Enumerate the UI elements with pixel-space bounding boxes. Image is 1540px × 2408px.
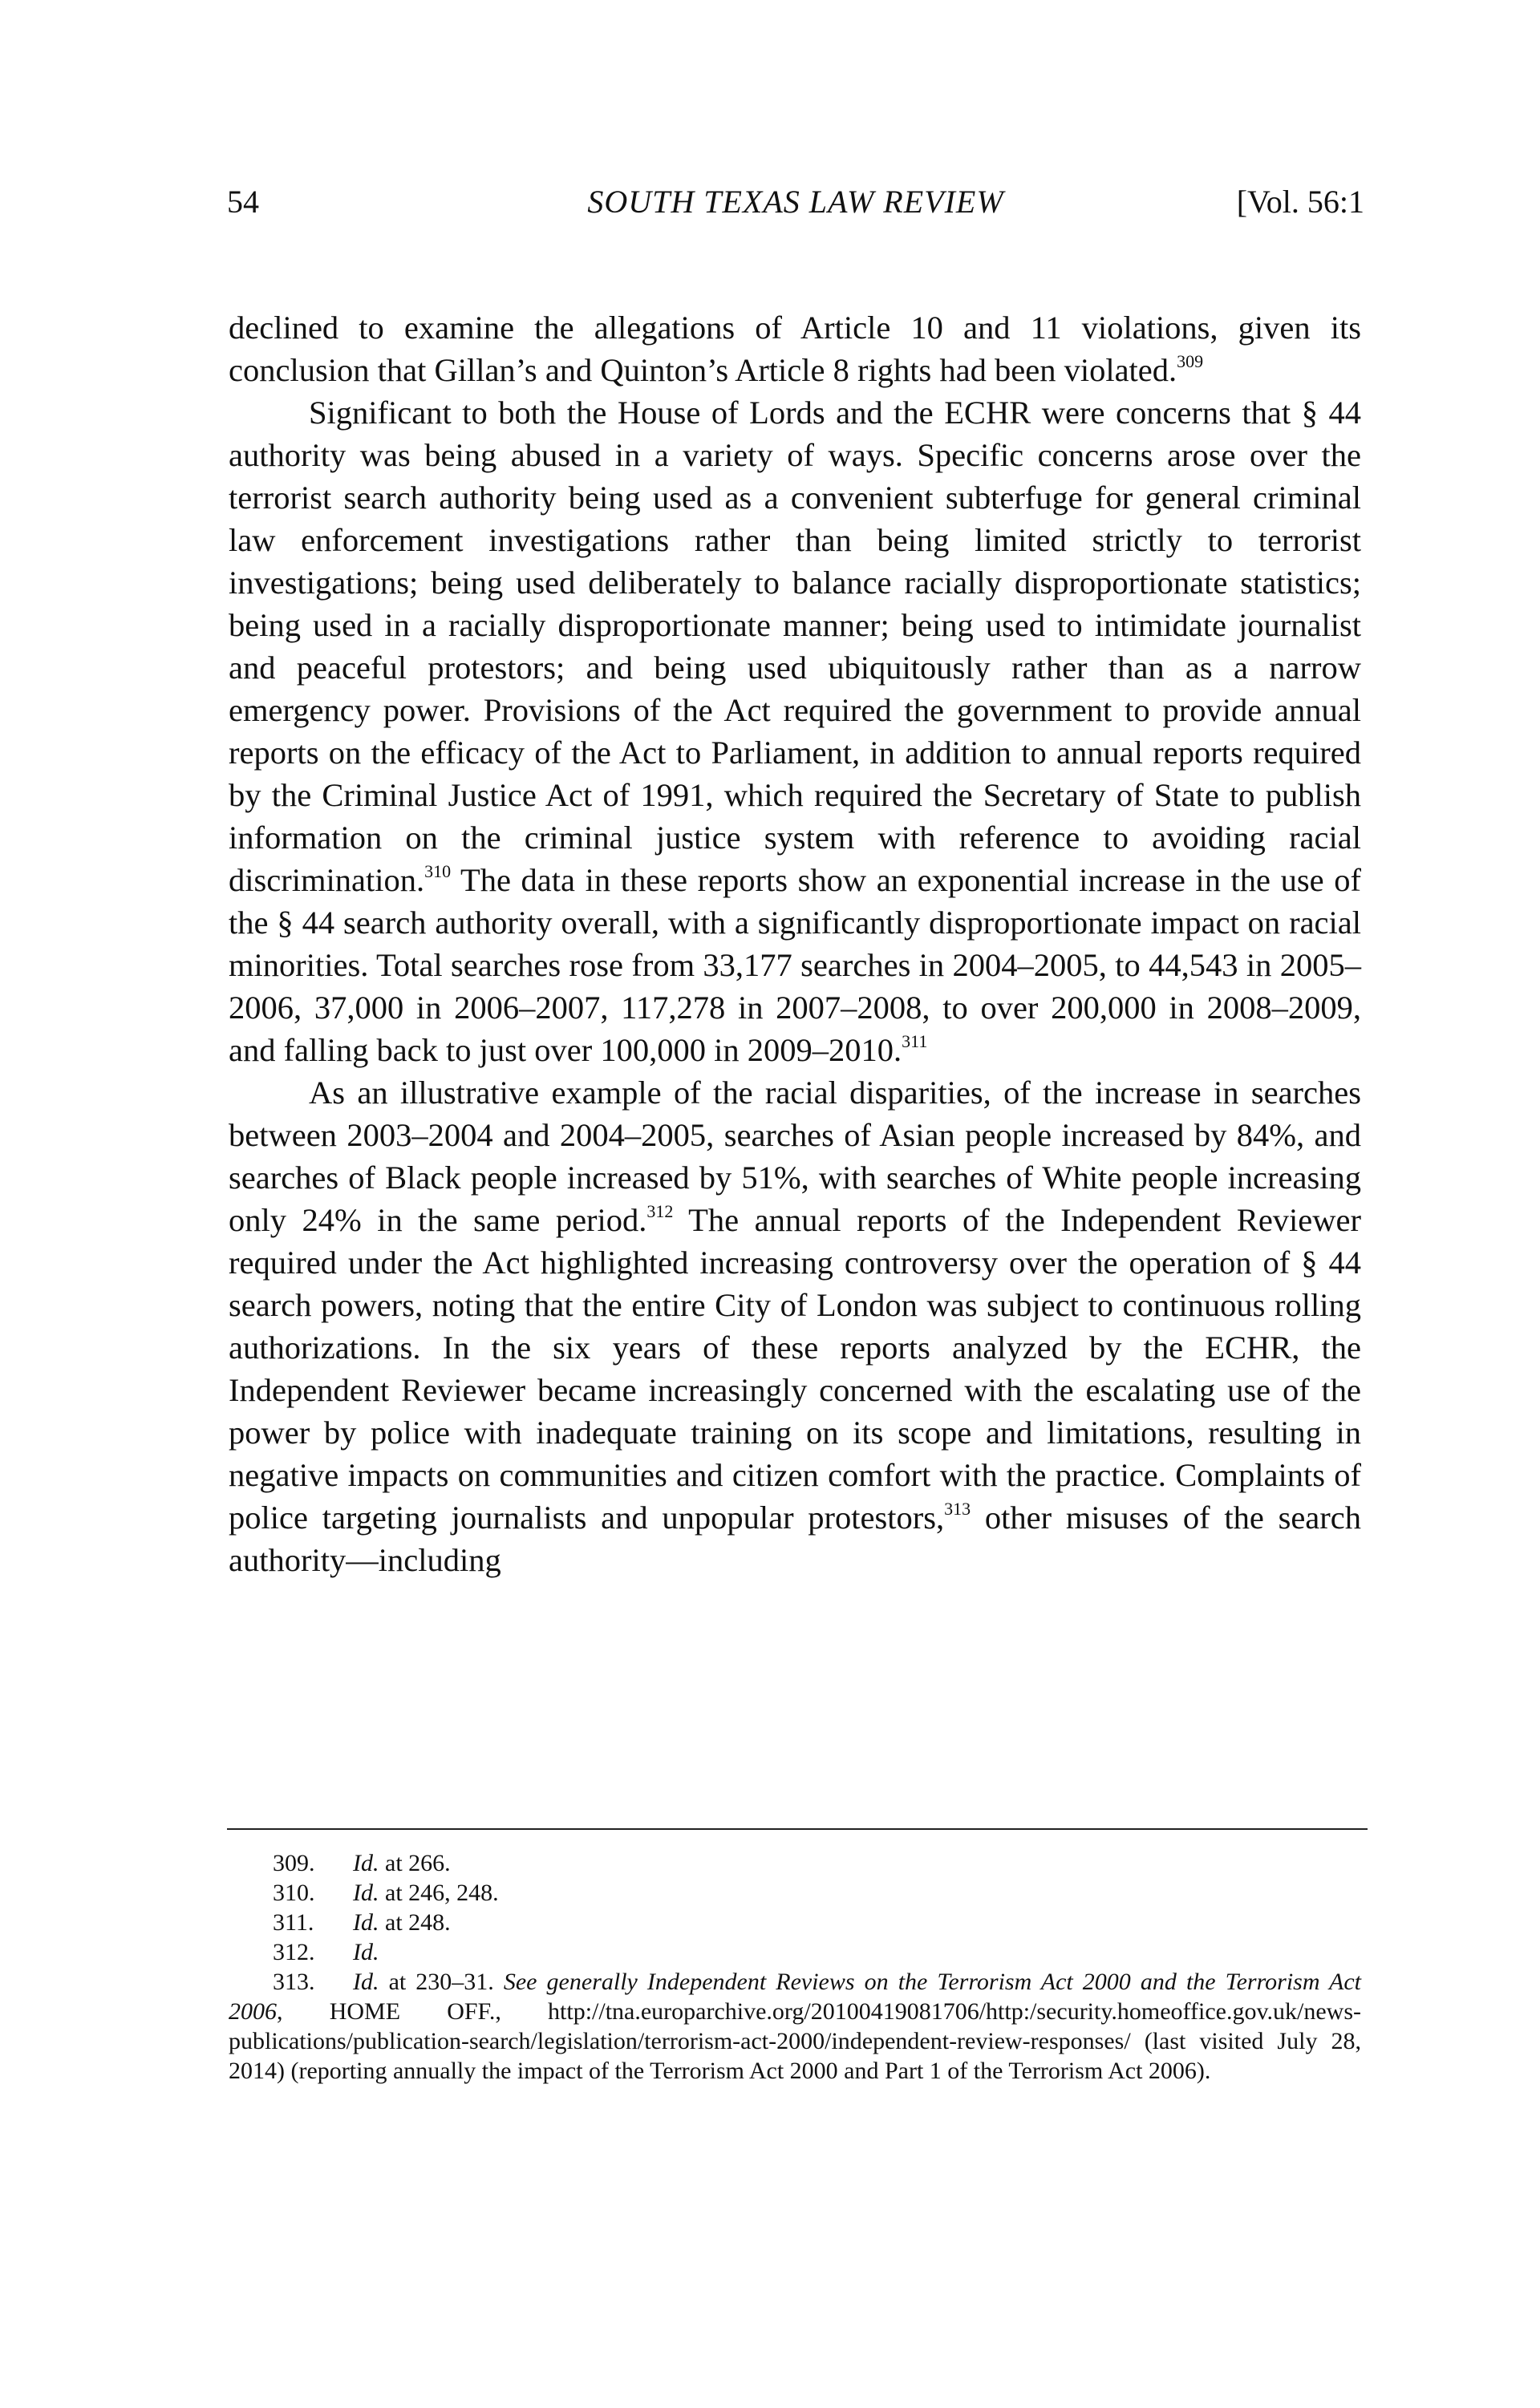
footnote-number: 313. bbox=[273, 1969, 315, 1995]
paragraph-3-text-c: other misuses of the search authority—including bbox=[229, 1499, 1361, 1578]
paragraph-2-text-b: The data in these reports show an exponential increase in the use of the § 44 search authority overall, with a significantly disproportionate impact on racial minorities. Total searches rose from 33,177 searches in 2004–2005, to 44,543 in 2005–2006, 37,000 in 2006–2007, 117,278 in 2007–2008, to over 200,000 in 2008–2009, and falling back to just over 100,000 in 2009–2010. bbox=[229, 862, 1361, 1068]
journal-title: SOUTH TEXAS LAW REVIEW bbox=[587, 184, 1004, 220]
footnote-source-title: Independent Reviews on the Terrorism Act 2000 and the Terrorism Act 2006 bbox=[229, 1969, 1361, 2025]
paragraph-2 bbox=[229, 391, 1361, 1071]
footnote-number: 311. bbox=[273, 1909, 314, 1936]
footnote-number: 310. bbox=[273, 1880, 315, 1906]
footnote-ref-312: 312 bbox=[646, 1201, 674, 1221]
footnote-311 bbox=[229, 1908, 1361, 1937]
paragraph-3 bbox=[229, 1071, 1361, 1581]
footnote-id-signal: Id. bbox=[353, 1909, 379, 1936]
footnote-see-signal: See generally bbox=[503, 1969, 638, 1995]
paragraph-2-text-a: Significant to both the House of Lords and the ECHR were concerns that § 44 authority was being abused in a variety of ways. Specific concerns arose over the terrorist search authority being used as a convenient subterfuge for general criminal law enforcement investigations rather than being limited strictly to terrorist investigations; being used deliberately to balance racially disproportionate statistics; being used in a racially disproportionate manner; being used to intimidate journalist and peaceful protestors; and being used ubiquitously rather than as a narrow emergency power. Provisions of the Act required the government to provide annual reports on the efficacy of the Act to Parliament, in addition to annual reports required by the Criminal Justice Act of 1991, which required the Secretary of State to publish information on the criminal justice system with reference to avoiding racial discrimination. bbox=[229, 395, 1361, 898]
footnote-text-b: , HOME OFF., http://tna.europarchive.org/20100419081706/http:/security.homeoffice.gov.uk/news-publications/publication-search/legislation/terrorism-act-2000/independent-review-responses/ (last visited July 28, 2014) (reporting annually the impact of the Terrorism Act 2000 and Part 1 of the Terrorism Act 2006). bbox=[229, 1998, 1361, 2084]
page-number: 54 bbox=[227, 184, 259, 220]
paragraph-1 bbox=[229, 306, 1361, 391]
footnote-ref-313: 313 bbox=[944, 1499, 971, 1519]
footnote-text: at 266. bbox=[379, 1850, 451, 1876]
running-head bbox=[227, 178, 1364, 226]
footnote-310 bbox=[229, 1878, 1361, 1908]
footnote-312 bbox=[229, 1937, 1361, 1967]
paragraph-3-text-b: The annual reports of the Independent Reviewer required under the Act highlighted increasing controversy over the operation of § 44 search powers, noting that the entire City of London was subject to continuous rolling authorizations. In the six years of these reports analyzed by the ECHR, the Independent Reviewer became increasingly concerned with the escalating use of the power by police with inadequate training on its scope and limitations, resulting in negative impacts on communities and citizen comfort with the practice. Complaints of police targeting journalists and unpopular protestors, bbox=[229, 1202, 1361, 1536]
volume-citation: [Vol. 56:1 bbox=[1236, 184, 1364, 220]
footnote-313 bbox=[229, 1967, 1361, 2086]
paragraph-1-text: declined to examine the allegations of Article 10 and 11 violations, given its conclusion that Gillan’s and Quinton’s Article 8 rights had been violated. bbox=[229, 310, 1361, 388]
footnotes bbox=[229, 1848, 1361, 2086]
footnote-text-a: at 230–31. bbox=[379, 1969, 504, 1995]
footnote-number: 312. bbox=[273, 1939, 315, 1965]
footnote-309 bbox=[229, 1848, 1361, 1878]
footnote-divider bbox=[227, 1828, 1368, 1830]
footnote-id-signal: Id. bbox=[353, 1939, 379, 1965]
paragraph-3-text-a: As an illustrative example of the racial disparities, of the increase in searches between 2003–2004 and 2004–2005, searches of Asian people increased by 84%, and searches of Black people increased by 51%, with searches of White people increasing only 24% in the same period. bbox=[229, 1074, 1361, 1238]
footnote-ref-309: 309 bbox=[1177, 351, 1204, 371]
footnote-ref-311: 311 bbox=[902, 1031, 928, 1051]
footnote-id-signal: Id. bbox=[353, 1969, 379, 1995]
footnote-text: at 248. bbox=[379, 1909, 451, 1936]
footnote-id-signal: Id. bbox=[353, 1880, 379, 1906]
body-text bbox=[229, 306, 1361, 1581]
footnote-number: 309. bbox=[273, 1850, 315, 1876]
footnote-id-signal: Id. bbox=[353, 1850, 379, 1876]
footnote-text: at 246, 248. bbox=[379, 1880, 499, 1906]
footnote-ref-310: 310 bbox=[424, 861, 452, 881]
